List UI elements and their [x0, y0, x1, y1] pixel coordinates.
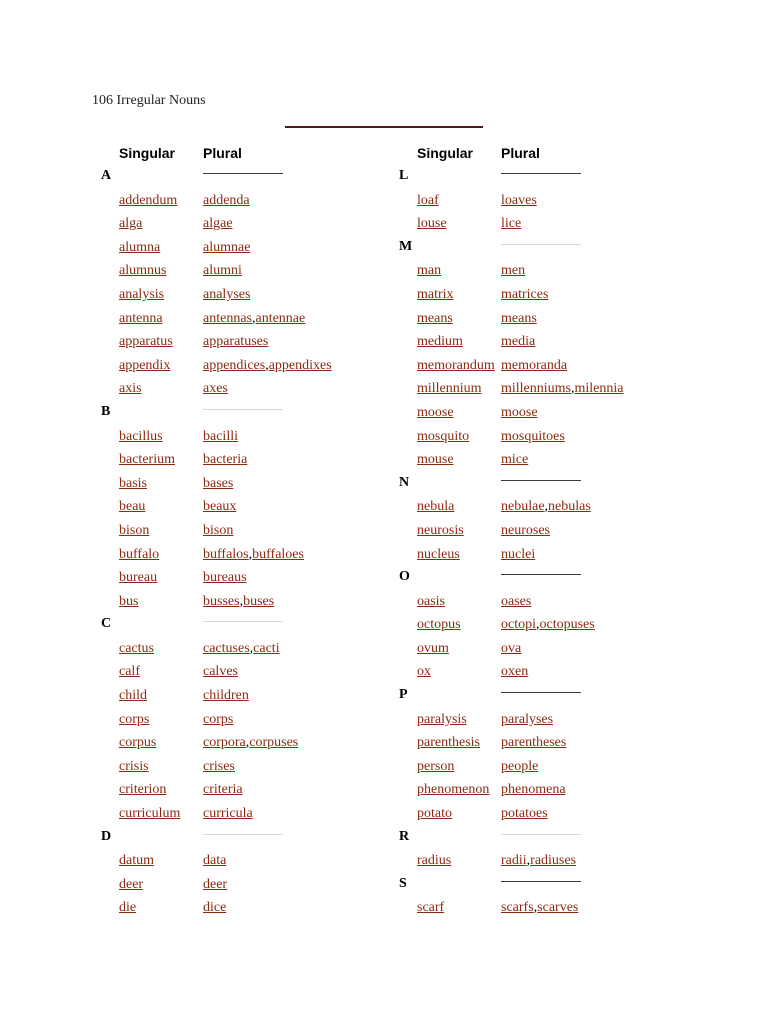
singular-link[interactable]: millennium	[417, 381, 482, 397]
singular-link[interactable]: ox	[417, 664, 431, 680]
plural-forms	[501, 311, 537, 327]
plural-link[interactable]: octopi	[501, 617, 536, 633]
plural-link[interactable]: oxen	[501, 664, 529, 680]
plural-forms	[203, 429, 238, 445]
plural-forms	[501, 499, 591, 515]
plural-forms	[203, 240, 250, 256]
singular-link[interactable]: axis	[119, 381, 142, 397]
plural-link[interactable]: alumnae	[203, 239, 251, 255]
singular-link[interactable]: mosquito	[417, 428, 470, 444]
plural-link[interactable]: scarves	[537, 900, 579, 916]
plural-forms	[203, 216, 233, 232]
section-letter: N	[399, 474, 410, 490]
plural-forms	[203, 594, 274, 610]
singular-link[interactable]: radius	[417, 853, 452, 869]
plural-forms	[501, 594, 531, 610]
plural-link[interactable]: nuclei	[501, 546, 536, 562]
plural-link[interactable]: crises	[203, 758, 235, 774]
section-letter: C	[101, 616, 112, 632]
section-divider	[203, 621, 283, 622]
plural-link[interactable]: moose	[501, 404, 538, 420]
plural-forms	[501, 735, 566, 751]
plural-forms	[501, 547, 535, 563]
plural-link[interactable]: memoranda	[501, 357, 568, 373]
plural-link[interactable]: buses	[243, 593, 275, 609]
plural-forms	[203, 853, 226, 869]
plural-link[interactable]: beaux	[203, 499, 237, 515]
singular-link[interactable]: child	[119, 688, 147, 704]
plural-link[interactable]: millenniums	[501, 381, 571, 397]
section-letter: B	[101, 403, 111, 419]
singular-link[interactable]: mouse	[417, 452, 454, 468]
comma-separator: ,	[265, 357, 269, 373]
singular-link[interactable]: nucleus	[417, 546, 460, 562]
section-letter: M	[399, 238, 413, 254]
plural-forms	[203, 452, 247, 468]
plural-link[interactable]: cacti	[253, 640, 280, 656]
plural-forms	[501, 405, 538, 421]
plural-forms	[203, 641, 280, 657]
singular-link[interactable]: neurosis	[417, 522, 464, 538]
singular-link[interactable]: bus	[119, 593, 139, 609]
plural-link[interactable]: nebulae	[501, 499, 545, 515]
plural-link[interactable]: radiuses	[530, 853, 577, 869]
plural-link[interactable]: people	[501, 758, 539, 774]
comma-separator: ,	[526, 853, 531, 869]
plural-link[interactable]: means	[501, 310, 537, 326]
singular-link[interactable]: basis	[119, 475, 147, 491]
plural-forms	[501, 334, 535, 350]
singular-link[interactable]: analysis	[119, 286, 165, 302]
section-divider	[203, 409, 283, 410]
plural-link[interactable]: calves	[203, 664, 238, 680]
plural-forms	[501, 523, 550, 539]
plural-link[interactable]: axes	[203, 381, 228, 397]
singular-link[interactable]: cactus	[119, 640, 154, 656]
plural-forms	[501, 900, 578, 916]
plural-forms	[203, 523, 233, 539]
singular-link[interactable]: man	[417, 263, 442, 279]
plural-link[interactable]: media	[501, 334, 536, 350]
plural-forms	[203, 735, 298, 751]
singular-link[interactable]: medium	[417, 334, 463, 350]
singular-link[interactable]: potato	[417, 806, 452, 822]
plural-link[interactable]: mosquitoes	[501, 428, 565, 444]
plural-link[interactable]: men	[501, 263, 526, 279]
plural-forms	[501, 216, 521, 232]
plural-link[interactable]: data	[203, 853, 227, 869]
plural-link[interactable]: bureaus	[203, 570, 247, 586]
title-divider	[285, 126, 483, 128]
plural-link[interactable]: radii	[501, 853, 527, 869]
singular-link[interactable]: addendum	[119, 192, 178, 208]
singular-link[interactable]: matrix	[417, 286, 454, 302]
singular-link[interactable]: bacterium	[119, 452, 175, 468]
comma-separator: ,	[248, 546, 253, 562]
plural-link[interactable]: corpuses	[249, 735, 299, 751]
plural-forms	[203, 381, 228, 397]
section-letter: S	[399, 875, 407, 891]
singular-link[interactable]: means	[417, 310, 453, 326]
singular-link[interactable]: bison	[119, 522, 150, 538]
plural-header: Plural	[203, 145, 242, 161]
plural-forms	[203, 759, 235, 775]
plural-forms	[203, 547, 304, 563]
plural-link[interactable]: bacteria	[203, 452, 248, 468]
plural-link[interactable]: ova	[501, 640, 522, 656]
plural-forms	[203, 358, 332, 374]
singular-link[interactable]: alumnus	[119, 263, 167, 279]
plural-link[interactable]: algae	[203, 216, 233, 232]
singular-link[interactable]: octopus	[417, 617, 461, 633]
plural-forms	[501, 452, 528, 468]
singular-link[interactable]: bureau	[119, 570, 158, 586]
plural-forms	[203, 334, 268, 350]
plural-forms	[203, 476, 233, 492]
plural-link[interactable]: phenomena	[501, 782, 566, 798]
singular-header: Singular	[119, 145, 176, 161]
plural-link[interactable]: nebulas	[548, 499, 591, 515]
plural-link[interactable]: lice	[501, 216, 522, 232]
singular-link[interactable]: appendix	[119, 357, 171, 373]
singular-link[interactable]: nebula	[417, 499, 455, 515]
singular-link[interactable]: antenna	[119, 310, 163, 326]
plural-forms	[501, 853, 576, 869]
comma-separator: ,	[249, 640, 254, 656]
plural-forms	[501, 429, 565, 445]
plural-forms	[501, 782, 566, 798]
plural-forms	[203, 806, 253, 822]
plural-link[interactable]: antennas	[203, 310, 252, 326]
singular-link[interactable]: die	[119, 900, 137, 916]
singular-link[interactable]: deer	[119, 876, 144, 892]
singular-link[interactable]: person	[417, 758, 455, 774]
section-divider	[501, 881, 581, 882]
plural-link[interactable]: addenda	[203, 192, 250, 208]
plural-link[interactable]: milennia	[574, 381, 624, 397]
plural-forms	[501, 759, 538, 775]
singular-link[interactable]: bacillus	[119, 428, 163, 444]
singular-link[interactable]: scarf	[417, 900, 445, 916]
plural-link[interactable]: antennae	[255, 310, 306, 326]
plural-link[interactable]: scarfs	[501, 900, 534, 916]
singular-link[interactable]: buffalo	[119, 546, 160, 562]
plural-link[interactable]: deer	[203, 876, 228, 892]
singular-link[interactable]: louse	[417, 216, 447, 232]
singular-link[interactable]: datum	[119, 853, 154, 869]
singular-link[interactable]: memorandum	[417, 357, 495, 373]
plural-forms	[501, 641, 521, 657]
plural-forms	[501, 664, 528, 680]
plural-link[interactable]: children	[203, 688, 249, 704]
page-title: 106 Irregular Nouns	[92, 93, 206, 108]
section-letter: O	[399, 569, 410, 585]
plural-link[interactable]: appendices	[203, 357, 266, 373]
section-divider	[501, 692, 581, 693]
plural-link[interactable]: analyses	[203, 286, 251, 302]
singular-link[interactable]: oasis	[417, 593, 445, 609]
plural-link[interactable]: bases	[203, 475, 234, 491]
comma-separator: ,	[239, 593, 244, 609]
plural-forms	[203, 877, 227, 893]
section-divider	[501, 244, 581, 245]
plural-link[interactable]: dice	[203, 900, 227, 916]
singular-link[interactable]: loaf	[417, 192, 439, 208]
plural-link[interactable]: corpora	[203, 735, 246, 751]
plural-forms	[501, 806, 548, 822]
plural-forms	[501, 263, 525, 279]
comma-separator: ,	[571, 381, 575, 397]
plural-forms	[501, 358, 567, 374]
section-divider	[203, 834, 283, 835]
plural-link[interactable]: potatoes	[501, 806, 548, 822]
plural-link[interactable]: criteria	[203, 782, 243, 798]
comma-separator: ,	[245, 735, 250, 751]
singular-link[interactable]: parenthesis	[417, 735, 480, 751]
plural-forms	[203, 712, 233, 728]
plural-header: Plural	[501, 145, 540, 161]
singular-link[interactable]: phenomenon	[417, 782, 490, 798]
plural-forms	[501, 287, 548, 303]
plural-link[interactable]: octopuses	[539, 617, 595, 633]
section-divider	[203, 173, 283, 174]
plural-forms	[203, 287, 250, 303]
plural-forms	[501, 193, 537, 209]
singular-link[interactable]: paralysis	[417, 711, 467, 727]
plural-link[interactable]: loaves	[501, 192, 537, 208]
section-divider	[501, 834, 581, 835]
singular-link[interactable]: beau	[119, 499, 146, 515]
plural-link[interactable]: curricula	[203, 806, 253, 822]
section-letter: P	[399, 687, 408, 703]
singular-link[interactable]: alumna	[119, 239, 161, 255]
plural-link[interactable]: buffaloes	[252, 546, 304, 562]
plural-forms	[203, 570, 247, 586]
singular-link[interactable]: ovum	[417, 640, 449, 656]
singular-link[interactable]: moose	[417, 404, 454, 420]
section-divider	[501, 173, 581, 174]
singular-link[interactable]: corps	[119, 711, 150, 727]
plural-forms	[203, 263, 242, 279]
comma-separator: ,	[544, 499, 549, 515]
singular-link[interactable]: apparatus	[119, 334, 173, 350]
plural-link[interactable]: paralyses	[501, 711, 554, 727]
plural-link[interactable]: oases	[501, 593, 532, 609]
plural-link[interactable]: alumni	[203, 263, 242, 279]
section-letter: A	[101, 168, 112, 183]
singular-link[interactable]: alga	[119, 216, 143, 232]
section-divider	[501, 480, 581, 481]
singular-link[interactable]: crisis	[119, 758, 149, 774]
plural-link[interactable]: bacilli	[203, 428, 238, 444]
plural-link[interactable]: corps	[203, 711, 234, 727]
singular-link[interactable]: criterion	[119, 782, 167, 798]
section-letter: D	[101, 828, 112, 844]
plural-forms	[203, 782, 243, 798]
plural-link[interactable]: cactuses	[203, 640, 250, 656]
section-letter: R	[399, 828, 410, 844]
singular-link[interactable]: corpus	[119, 735, 157, 751]
section-divider	[501, 574, 581, 575]
comma-separator: ,	[251, 310, 256, 326]
plural-link[interactable]: parentheses	[501, 735, 567, 751]
section-letter: L	[399, 168, 409, 183]
plural-forms	[501, 381, 624, 397]
plural-forms	[501, 617, 595, 633]
plural-forms	[203, 688, 249, 704]
plural-forms	[203, 193, 250, 209]
plural-forms	[501, 712, 553, 728]
plural-forms	[203, 664, 238, 680]
plural-link[interactable]: mice	[501, 452, 529, 468]
plural-link[interactable]: bison	[203, 522, 234, 538]
plural-link[interactable]: buffalos	[203, 546, 249, 562]
plural-link[interactable]: apparatuses	[203, 334, 269, 350]
comma-separator: ,	[536, 617, 540, 633]
plural-link[interactable]: busses	[203, 593, 240, 609]
singular-link[interactable]: curriculum	[119, 806, 181, 822]
plural-link[interactable]: neuroses	[501, 522, 550, 538]
plural-forms	[203, 499, 236, 515]
singular-header: Singular	[417, 145, 474, 161]
plural-forms	[203, 900, 226, 916]
singular-link[interactable]: calf	[119, 664, 140, 680]
plural-link[interactable]: appendixes	[268, 357, 332, 373]
plural-link[interactable]: matrices	[501, 286, 549, 302]
comma-separator: ,	[533, 900, 538, 916]
plural-forms	[203, 311, 305, 327]
